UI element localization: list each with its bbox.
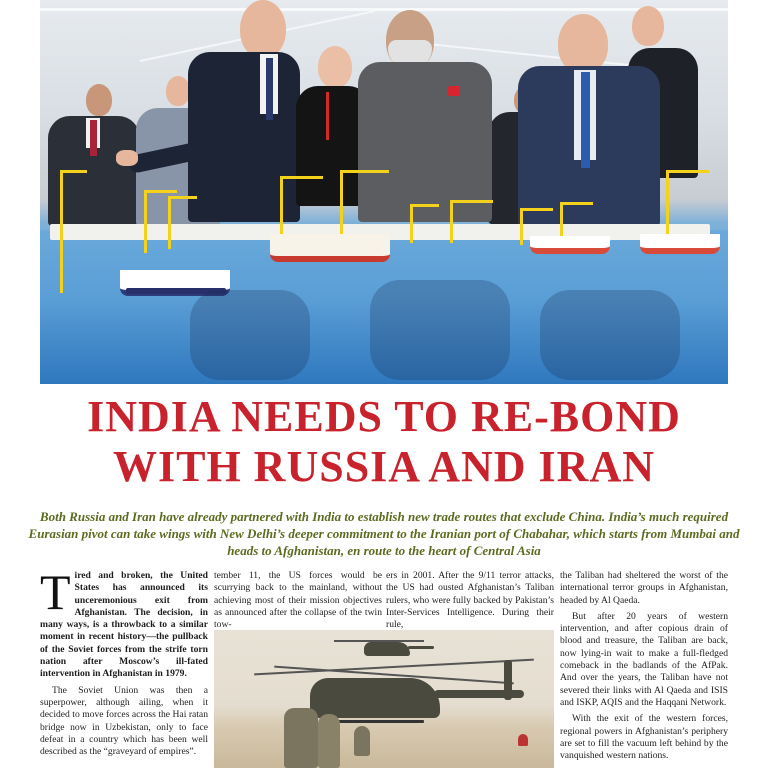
model-ship bbox=[270, 234, 390, 262]
article-column-4 bbox=[560, 570, 728, 766]
helicopter-tail bbox=[408, 646, 434, 649]
helicopter-photo bbox=[214, 630, 554, 768]
helicopter-tail-fin bbox=[504, 660, 512, 700]
headline-line-1: INDIA NEEDS TO RE-BOND bbox=[87, 392, 681, 441]
paragraph: The Soviet Union was then a superpower, although ailing, when it decided to move forces across the Hai ratan bridge now in Uzbekistan, only to face defeat in a country which has been well described as the “graveyard of empires”. bbox=[40, 684, 208, 758]
lead-paragraph: ired and broken, the United States has announced its unceremonious exit from Afghanistan. The decision, in many ways, is a throwback to a similar moment in recent history—the pullback of the Soviet forces from the strife torn nation after Moscow’s ill-fated intervention in Afghanistan in 1979. bbox=[40, 570, 208, 680]
model-ship bbox=[640, 234, 720, 254]
standfirst: Both Russia and Iran have already partnered with India to establish new trade routes that exclude China. India’s much required Eurasian pivot can take wings with New Delhi’s deeper commitment to the Iranian port of Chabahar, which starts from Mumbai and heads to Afghanistan, en route to the heart of Central Asia bbox=[28, 509, 740, 558]
soldier bbox=[518, 734, 528, 746]
crane bbox=[168, 196, 197, 249]
crane bbox=[450, 200, 493, 243]
crane bbox=[60, 170, 87, 293]
paragraph: tember 11, the US forces would be scurrying back to the mainland, without achieving most of their mission objectives as announced after the collapse of the twin tow- bbox=[214, 570, 382, 631]
paragraph: But after 20 years of western intervention, and after copious drain of blood and treasure, the Taliban are back, now lying-in wait to make a full-fledged comeback in the badlands of the AfPak. And over the years, the Taliban have not severed their links with Al Qaeda and ISIS and ISKP, AQIS and the Haqqani Network. bbox=[560, 610, 728, 708]
model-ship bbox=[530, 236, 610, 254]
drop-cap: T bbox=[40, 564, 71, 620]
tent-beam bbox=[40, 8, 728, 11]
article-column-1 bbox=[40, 564, 208, 762]
hero-photo bbox=[40, 0, 728, 384]
paragraph: With the exit of the western forces, regional powers in Afghanistan’s periphery are set to fill the vacuum left behind by the vanquished western nations. bbox=[560, 713, 728, 762]
article-column-2 bbox=[214, 570, 382, 635]
paragraph: the Taliban had sheltered the worst of the international terror groups in Afghanistan, headed by Al Qaeda. bbox=[560, 570, 728, 606]
paragraph: ers in 2001. After the 9/11 terror attacks, the US had ousted Afghanistan’s Taliban rulers, who were fully backed by Pakistan’s Inter-Services Intelligence. During their rule, bbox=[386, 570, 554, 631]
helicopter-main bbox=[310, 678, 440, 718]
soldier bbox=[318, 714, 340, 768]
headline bbox=[0, 392, 768, 492]
port-model-table bbox=[40, 230, 728, 384]
headline-line-2: WITH RUSSIA AND IRAN bbox=[112, 442, 655, 491]
article-column-3 bbox=[386, 570, 554, 635]
reflection bbox=[190, 290, 310, 380]
crane bbox=[410, 204, 439, 243]
reflection bbox=[370, 280, 510, 380]
helicopter-distant bbox=[364, 642, 410, 656]
soldier bbox=[354, 726, 370, 756]
reflection bbox=[540, 290, 680, 380]
soldier bbox=[284, 708, 318, 768]
